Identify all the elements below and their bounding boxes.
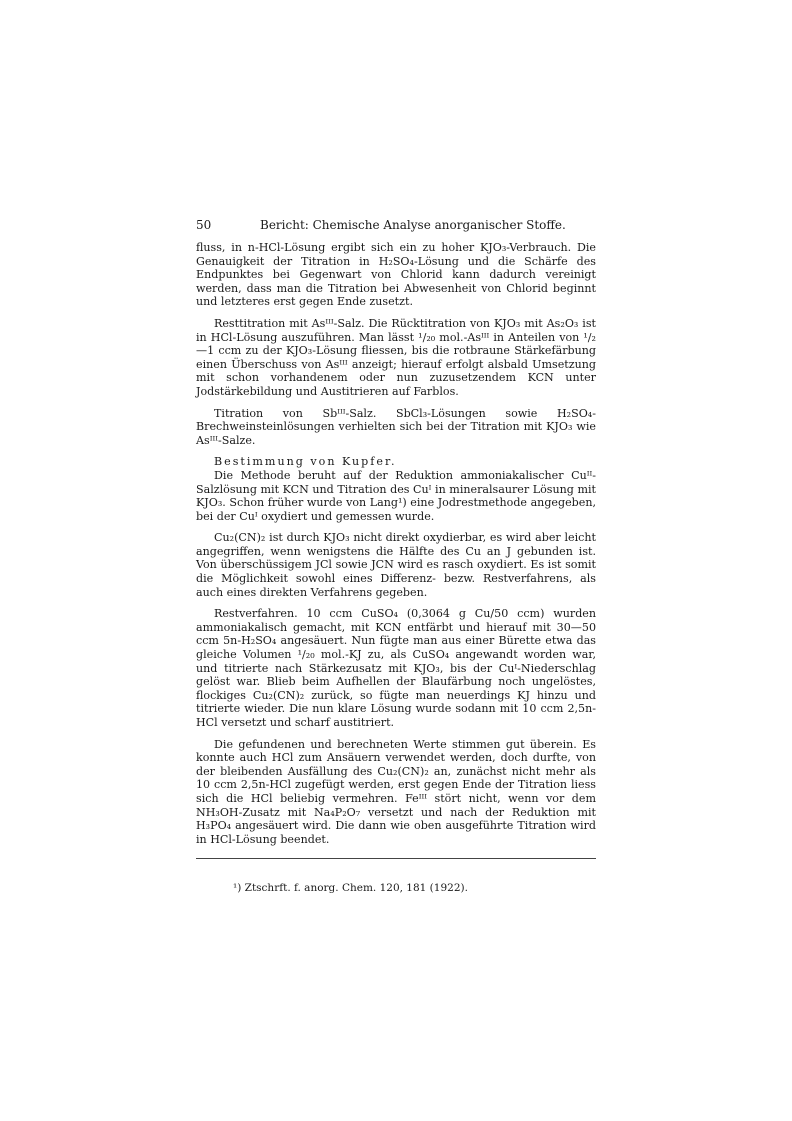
paragraph-werte: Die gefundenen und berechneten Werte stimmen gut überein. Es konnte auch HCl zum Ansäuern verwendet werden, doch durfte, von der bleibenden Ausfällung des Cu₂(CN)₂ an, zunächst nicht mehr als 10 ccm 2,5n-HCl zugefügt werden, erst gegen Ende der Titration liess sich die HCl beliebig vermehren. Feᴵᴵᴵ stört nicht, wenn vor dem NH₃OH-Zusatz mit Na₄P₂O₇ versetzt und nach der Reduktion mit H₃PO₄ angesäuert wird. Die dann wie oben ausgeführte Titration wird in HCl-Lösung beendet. <box>196 737 596 846</box>
paragraph-methode: Die Methode beruht auf der Reduktion ammoniakalischer Cuᴵᴵ-Salzlösung mit KCN und Titration des Cuᴵ in mineralsaurer Lösung mit KJO₃. Schon früher wurde von Lang¹) eine Jodrestmethode angegeben, bei der Cuᴵ oxydiert und gemessen wurde. <box>196 468 596 523</box>
paragraph-1: fluss, in n-HCl-Lösung ergibt sich ein zu hoher KJO₃-Verbrauch. Die Genauigkeit der Titration in H₂SO₄-Lösung und die Schärfe des Endpunktes bei Gegenwart von Chlorid kann dadurch vereinigt werden, dass man die Titration bei Abwesenheit von Chlorid beginnt und letzteres erst gegen Ende zusetzt. <box>196 241 596 309</box>
running-head: Bericht: Chemische Analyse anorganischer Stoffe. <box>260 218 566 232</box>
paragraph-titration-sb: Titration von Sbᴵᴵᴵ-Salz. SbCl₃-Lösungen sowie H₂SO₄-Brechweinsteinlösungen verhielten sich bei der Titration mit KJO₃ wie Asᴵᴵᴵ-Salze. <box>196 406 596 447</box>
page-header <box>196 219 596 241</box>
paragraph-restverfahren: Restverfahren. 10 ccm CuSO₄ (0,3064 g Cu/50 ccm) wurden ammoniakalisch gemacht, mit KCN entfärbt und hierauf mit 30—50 ccm 5n-H₂SO₄ angesäuert. Nun fügte man aus einer Bürette etwa das gleiche Volumen ¹/₂₀ mol.-KJ zu, als CuSO₄ angewandt worden war, und titrierte nach Stärkezusatz mit KJO₃, bis der Cuᴵ-Niederschlag gelöst war. Blieb beim Aufhellen der Blaufärbung noch ungelöstes, flockiges Cu₂(CN)₂ zurück, so fügte man neuerdings KJ hinzu und titrierte wieder. Die nun klare Lösung wurde sodann mit 10 ccm 2,5n-HCl versetzt und scharf austitriert. <box>196 607 596 729</box>
paragraph-resttitration: Resttitration mit Asᴵᴵᴵ-Salz. Die Rücktitration von KJO₃ mit As₂O₃ ist in HCl-Lösung auszuführen. Man lässt ¹/₂₀ mol.-Asᴵᴵᴵ in Anteilen von ¹/₂—1 ccm zu der KJO₃-Lösung fliessen, bis die rotbraune Stärkefärbung einen Überschuss von Asᴵᴵᴵ anzeigt; hierauf erfolgt alsbald Umsetzung mit schon vorhandenem oder nun zuzusetzendem KCN unter Jodstärkebildung und Austitrieren auf Farblos. <box>196 316 596 398</box>
section-heading-kupfer: Bestimmung von Kupfer. <box>214 455 397 469</box>
paragraph-cu2cn2: Cu₂(CN)₂ ist durch KJO₃ nicht direkt oxydierbar, es wird aber leicht angegriffen, wenn wenigstens die Hälfte des Cu an J gebunden ist. Von überschüssigem JCl sowie JCN wird es rasch oxydiert. Es ist somit die Möglichkeit sowohl eines Differenz- bezw. Restverfahrens, als auch eines direkten Verfahrens gegeben. <box>196 531 596 599</box>
footnote: ¹) Ztschrft. f. anorg. Chem. 120, 181 (1922). <box>233 882 468 894</box>
text-block <box>196 219 596 859</box>
footnote-rule <box>196 858 596 859</box>
page-number: 50 <box>196 218 212 232</box>
